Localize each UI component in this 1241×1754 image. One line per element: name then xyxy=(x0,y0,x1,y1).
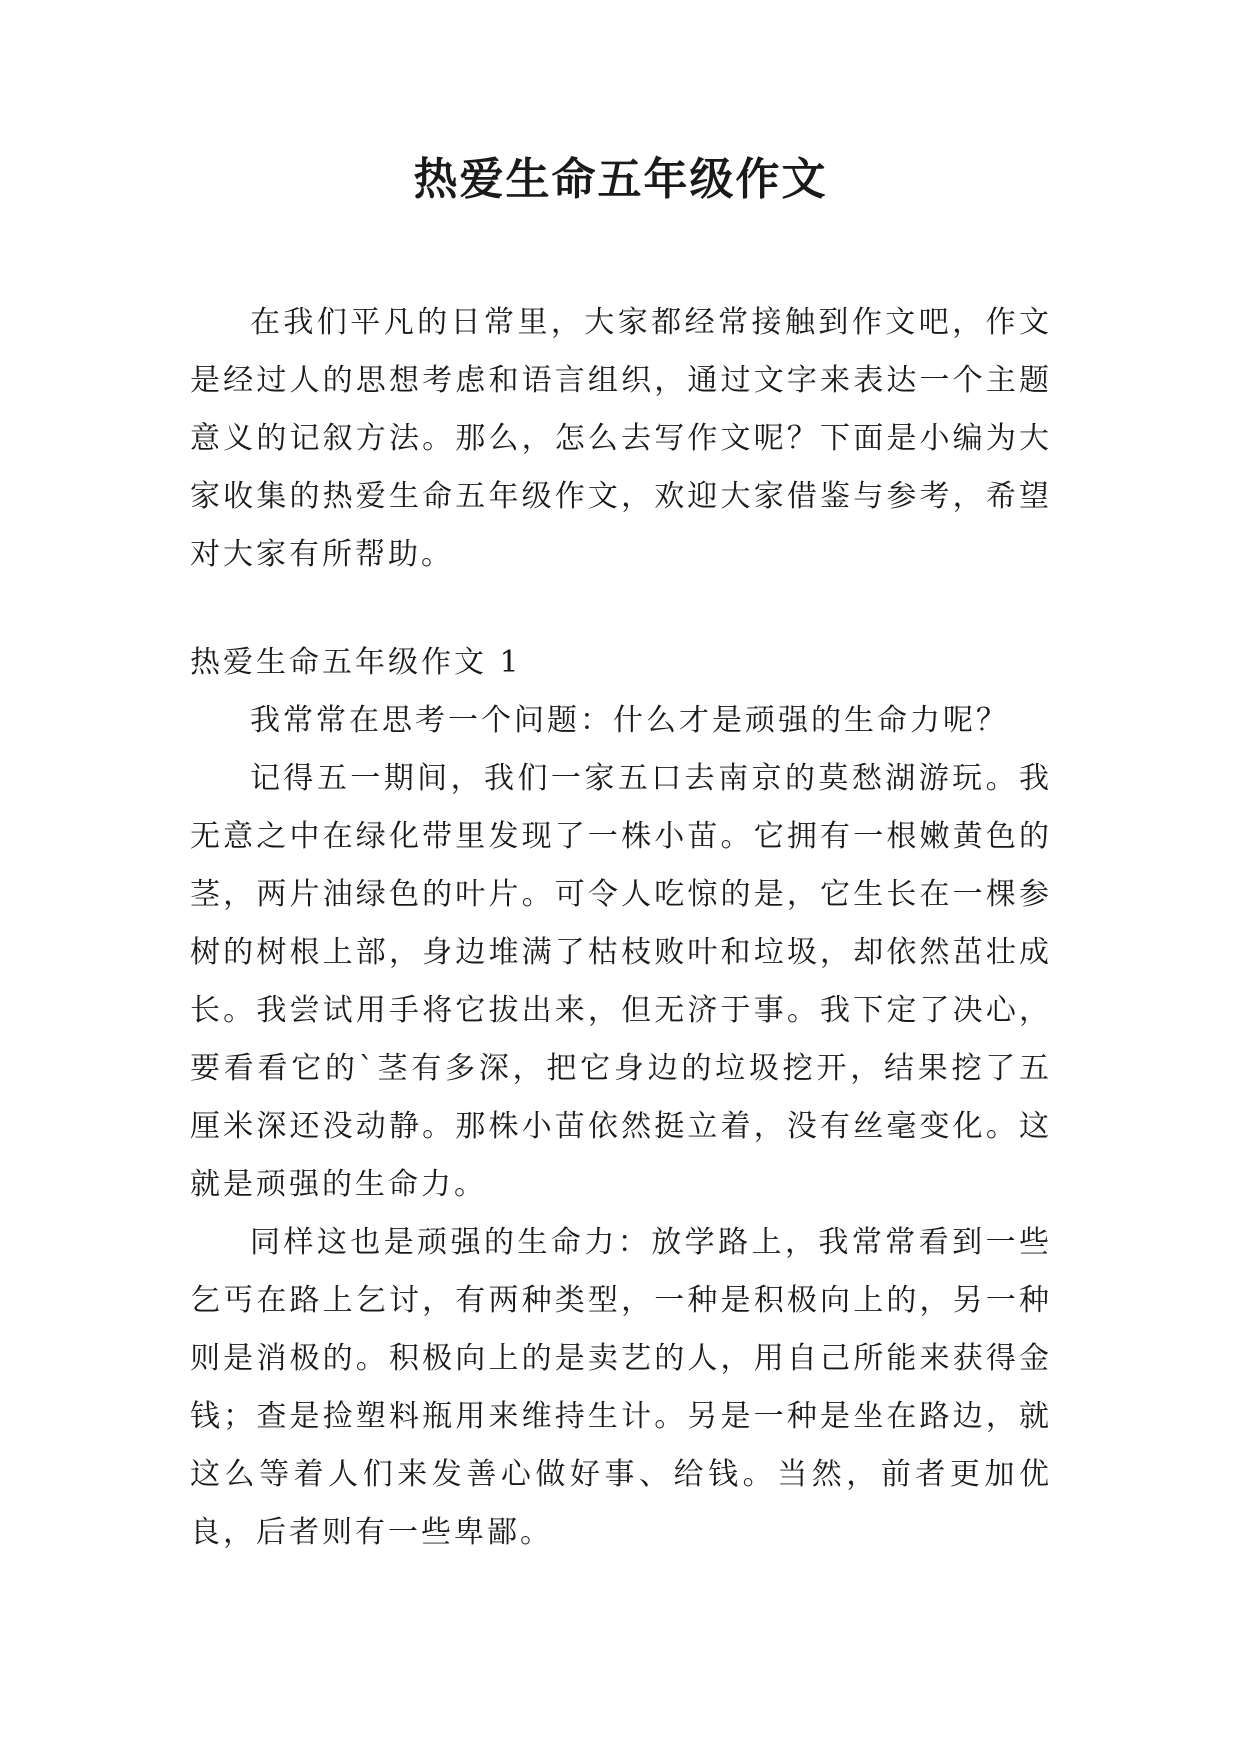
essay-paragraph-2: 记得五一期间，我们一家五口去南京的莫愁湖游玩。我无意之中在绿化带里发现了一株小苗。它拥有一根嫩黄色的茎，两片油绿色的叶片。可令人吃惊的是，它生长在一棵参树的树根上部，身边堆满了枯枝败叶和垃圾，却依然茁壮成长。我尝试用手将它拔出来，但无济于事。我下定了决心，要看看它的`茎有多深，把它身边的垃圾挖开，结果挖了五厘米深还没动静。那株小苗依然挺立着，没有丝毫变化。这就是顽强的生命力。 xyxy=(190,761,1052,1202)
section-heading: 热爱生命五年级作文 1 xyxy=(190,645,522,680)
essay-block xyxy=(190,634,1052,1562)
intro-block xyxy=(190,294,1052,584)
document-title: 热爱生命五年级作文 xyxy=(413,154,828,205)
essay-paragraph-1: 我常常在思考一个问题：什么才是顽强的生命力呢？ xyxy=(250,703,1009,738)
intro-paragraph: 在我们平凡的日常里，大家都经常接触到作文吧，作文是经过人的思想考虑和语言组织，通过文字来表达一个主题意义的记叙方法。那么，怎么去写作文呢？下面是小编为大家收集的热爱生命五年级作文，欢迎大家借鉴与参考，希望对大家有所帮助。 xyxy=(190,305,1052,572)
essay-paragraph-3: 同样这也是顽强的生命力：放学路上，我常常看到一些乞丐在路上乞讨，有两种类型，一种是积极向上的，另一种则是消极的。积极向上的是卖艺的人，用自己所能来获得金钱；查是捡塑料瓶用来维持生计。另是一种是坐在路边，就这么等着人们来发善心做好事、给钱。当然，前者更加优良，后者则有一些卑鄙。 xyxy=(190,1225,1052,1550)
